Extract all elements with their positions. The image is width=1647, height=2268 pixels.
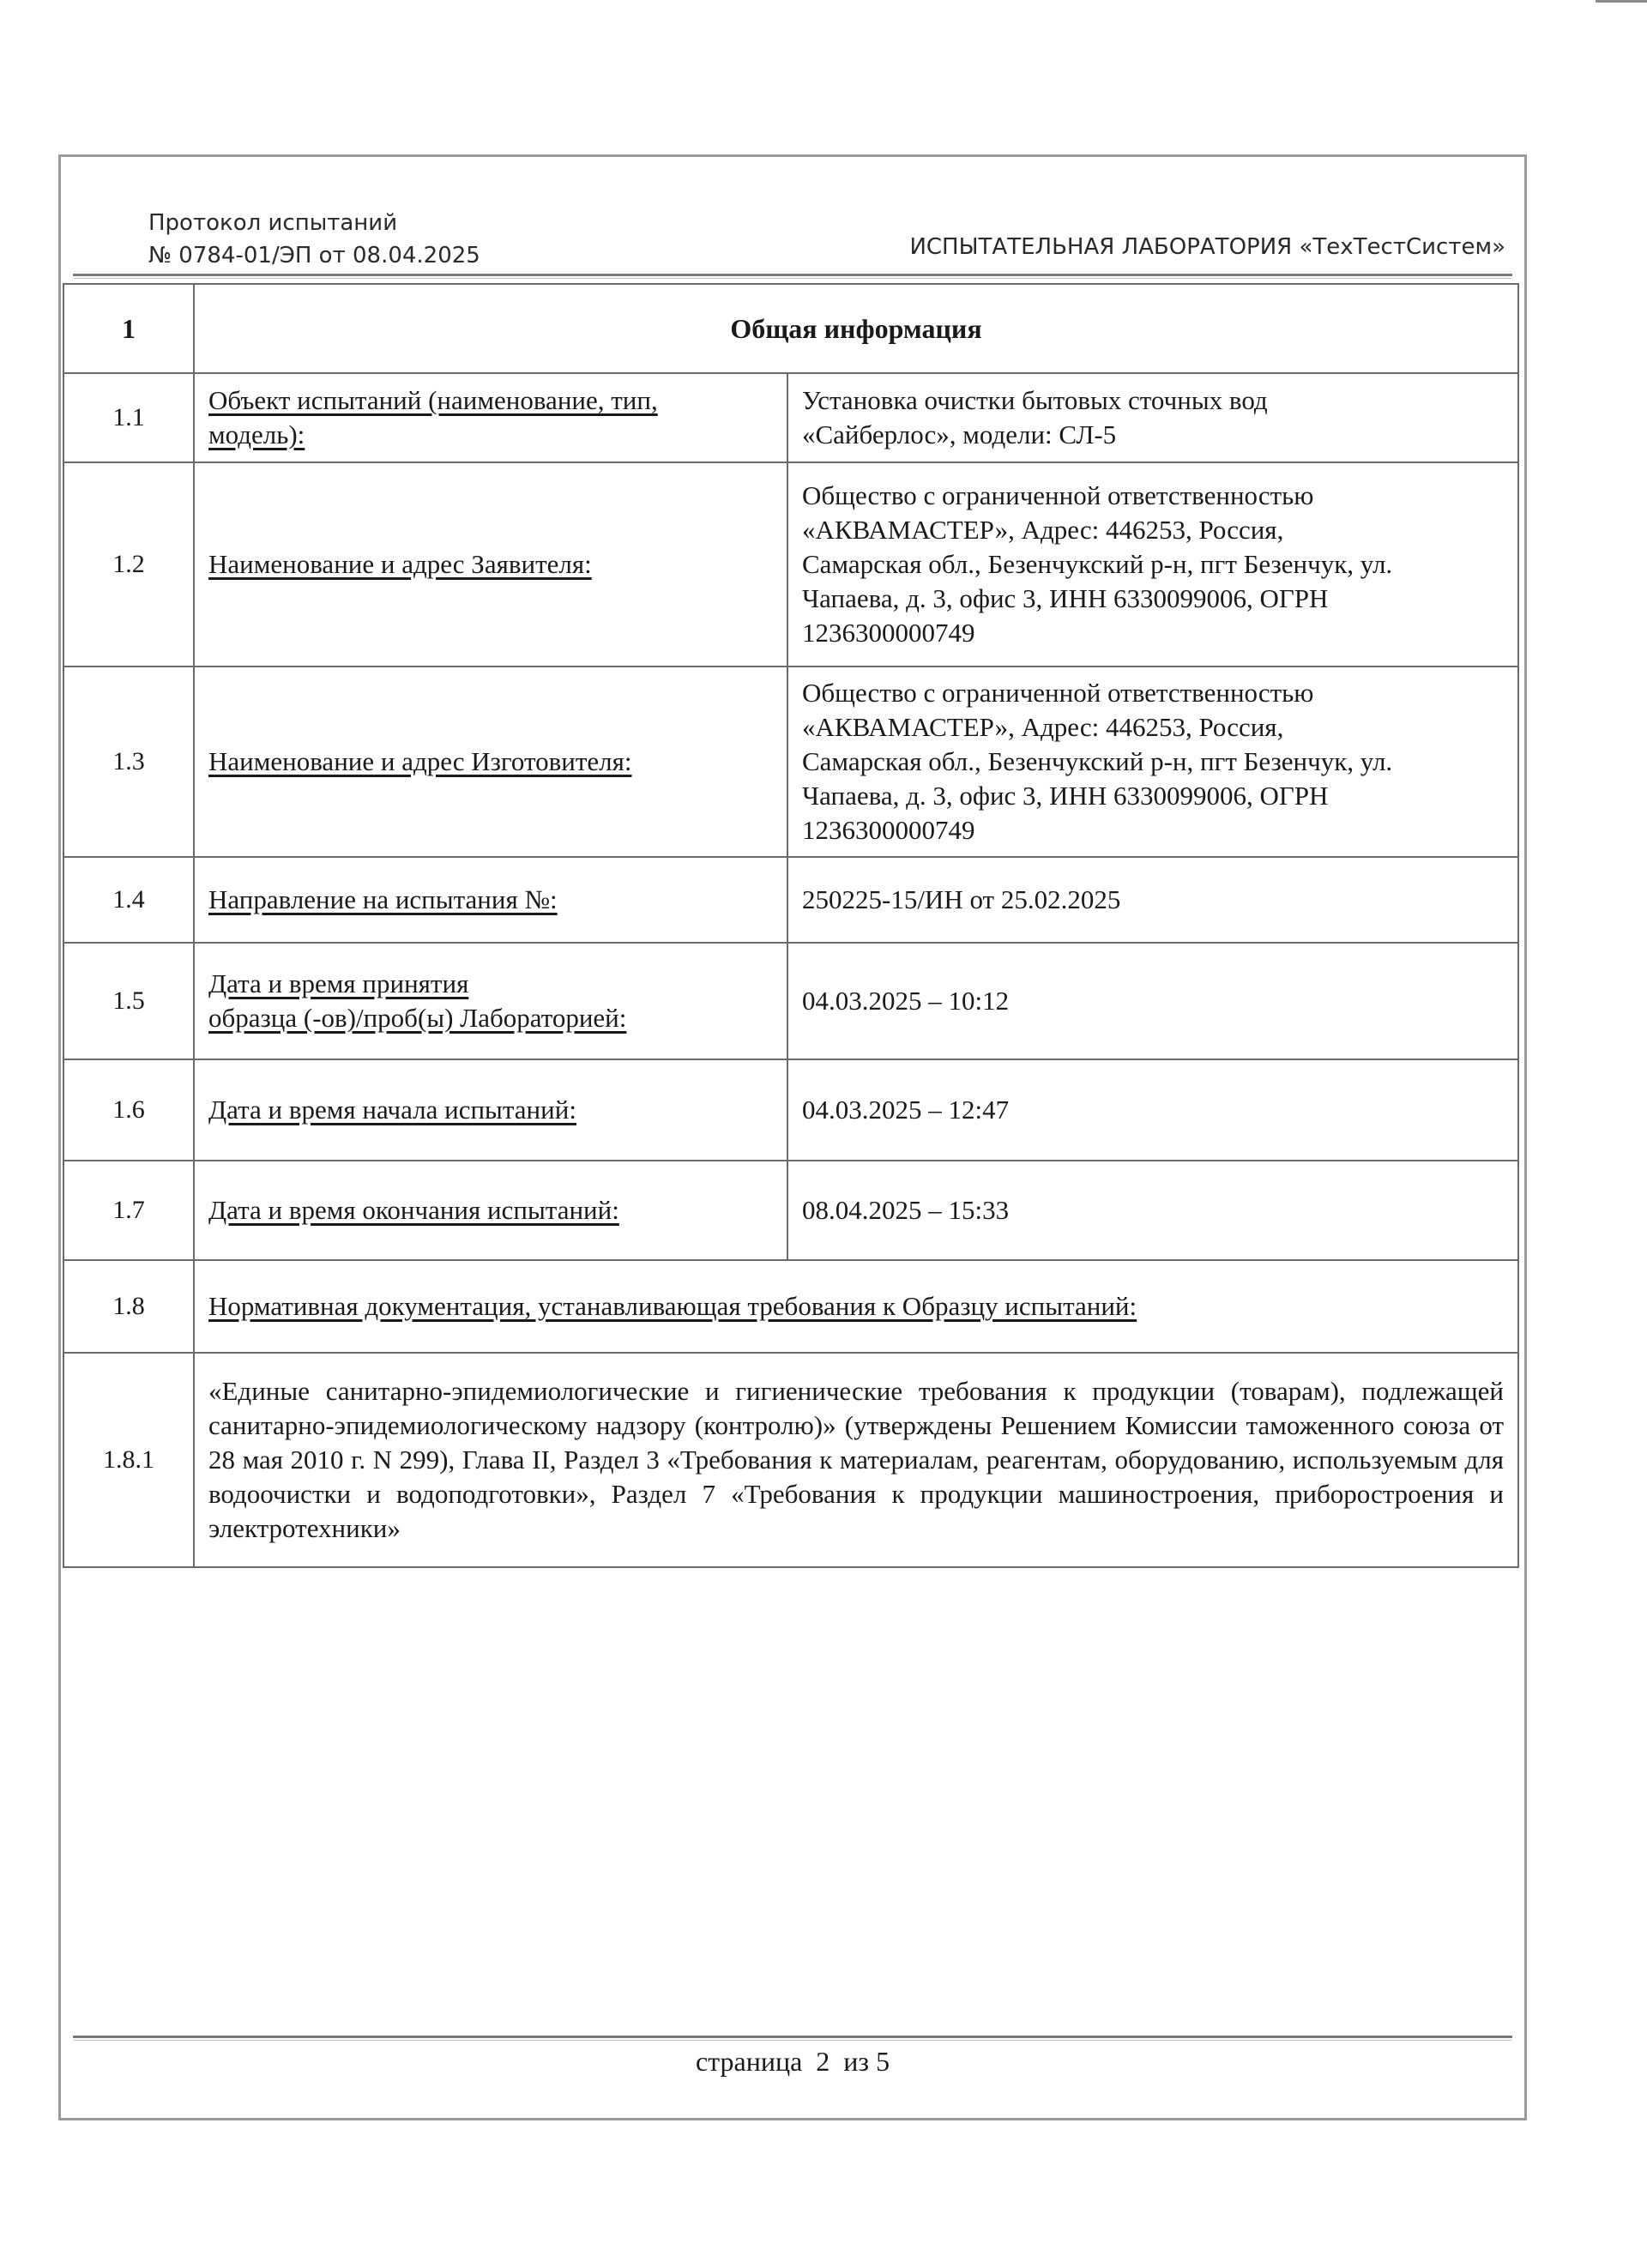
table-row [63,667,1518,857]
page-of-word: из [843,2046,870,2077]
row-value: Установка очистки бытовых сточных вод «Сайберлос», модели: СЛ-5 [787,373,1518,462]
document-page [58,154,1527,2120]
protocol-info [148,207,480,272]
page-current: 2 [816,2046,830,2077]
page-word: страница [695,2046,803,2077]
page-total: 5 [876,2046,890,2077]
table-row [63,1161,1518,1260]
row-value: 250225-15/ИН от 25.02.2025 [787,857,1518,943]
section-header-row [63,284,1518,373]
row-value: 04.03.2025 – 12:47 [787,1059,1518,1161]
regulation-text: «Единые санитарно-эпидемиологические и гигиенические требования к продукции (товарам), подлежащей санитарно-эпидемиологическому надзору (контролю)» (утверждены Решением Комиссии таможенного союза от 28 мая 2010 г. N 299), Глава II, Раздел 3 «Требования к материалам, реагентам, оборудованию, используемым для водоочистки и водоподготовки», Раздел 7 «Требования к продукции машиностроения, приборостроения и электротехники» [194,1353,1518,1567]
row-number: 1.8 [63,1260,194,1353]
row-label: Наименование и адрес Заявителя: [194,462,787,667]
row-label: Наименование и адрес Изготовителя: [194,667,787,857]
table-row [63,1353,1518,1567]
row-number: 1.6 [63,1059,194,1161]
row-label: Направление на испытания №: [194,857,787,943]
section-number: 1 [63,284,194,373]
row-value: Общество с ограниченной ответственностью «АКВАМАСТЕР», Адрес: 446253, Россия, Самарская обл., Безенчукский р-н, пгт Безенчук, ул. Чапаева, д. 3, офис 3, ИНН 6330099006, ОГРН 1236300000749 [787,462,1518,667]
page-footer [61,2044,1524,2078]
row-number: 1.1 [63,373,194,462]
row-number: 1.3 [63,667,194,857]
section-title: Общая информация [194,284,1518,373]
footer-divider [73,2036,1512,2038]
protocol-number: № 0784-01/ЭП от 08.04.2025 [148,243,480,268]
row-full-label: Нормативная документация, устанавливающая требования к Образцу испытаний: [194,1260,1518,1353]
row-number: 1.4 [63,857,194,943]
general-info-table [63,283,1519,1568]
header-divider [73,274,1512,276]
row-label: Дата и время начала испытаний: [194,1059,787,1161]
page-header [61,157,1524,286]
row-number: 1.8.1 [63,1353,194,1567]
table-row [63,373,1518,462]
table-row [63,857,1518,943]
row-number: 1.5 [63,943,194,1059]
row-number: 1.7 [63,1161,194,1260]
lab-name: ИСПЫТАТЕЛЬНАЯ ЛАБОРАТОРИЯ «ТехТестСистем» [909,234,1505,260]
table-row [63,462,1518,667]
table-row [63,943,1518,1059]
row-value: 04.03.2025 – 10:12 [787,943,1518,1059]
row-value: Общество с ограниченной ответственностью «АКВАМАСТЕР», Адрес: 446253, Россия, Самарская обл., Безенчукский р-н, пгт Безенчук, ул. Чапаева, д. 3, офис 3, ИНН 6330099006, ОГРН 1236300000749 [787,667,1518,857]
scan-edge-mark [1596,0,1647,3]
row-value: 08.04.2025 – 15:33 [787,1161,1518,1260]
row-label: Объект испытаний (наименование, тип, модель): [194,373,787,462]
row-label: Дата и время принятия образца (-ов)/проб(ы) Лабораторией: [194,943,787,1059]
table-row [63,1260,1518,1353]
table-row [63,1059,1518,1161]
row-number: 1.2 [63,462,194,667]
protocol-title: Протокол испытаний [148,210,398,236]
row-label: Дата и время окончания испытаний: [194,1161,787,1260]
